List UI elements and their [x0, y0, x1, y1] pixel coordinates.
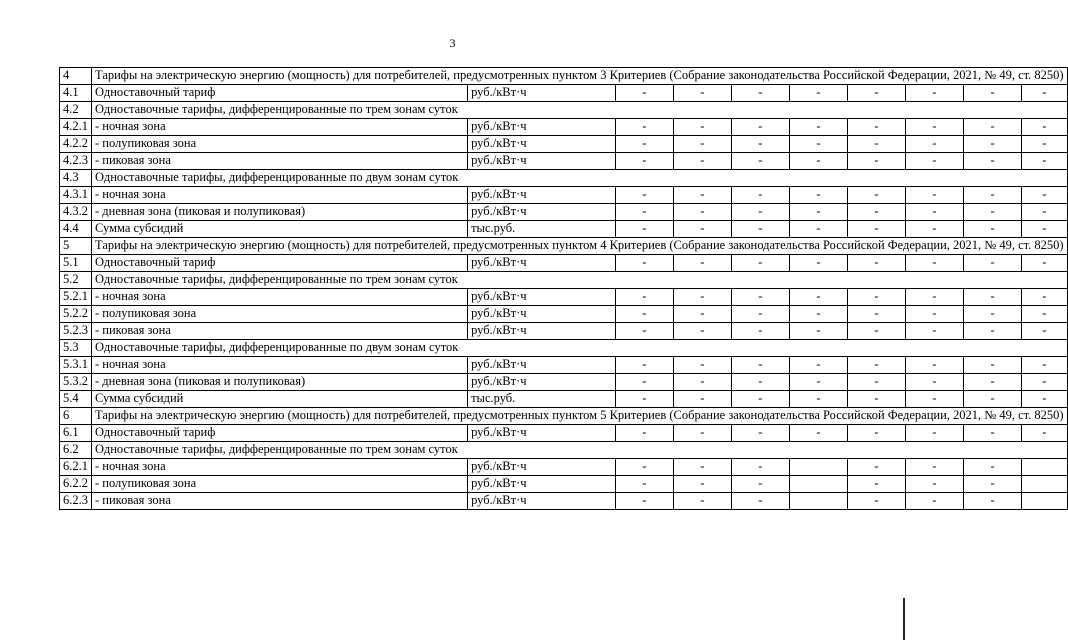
unit-cell: руб./кВт·ч: [468, 187, 616, 204]
value-cell: -: [847, 391, 905, 408]
value-cell: -: [789, 204, 847, 221]
value-cell: -: [731, 357, 789, 374]
value-cell: -: [615, 476, 673, 493]
value-cell: -: [615, 289, 673, 306]
tariff-name: - пиковая зона: [92, 493, 468, 510]
value-cell: -: [964, 323, 1022, 340]
value-cell: -: [789, 306, 847, 323]
value-cell: -: [1022, 136, 1068, 153]
value-cell: -: [673, 425, 731, 442]
value-cell: -: [673, 289, 731, 306]
value-cell: -: [905, 323, 963, 340]
value-cell: -: [905, 204, 963, 221]
value-cell: -: [1022, 204, 1068, 221]
value-cell: -: [789, 221, 847, 238]
unit-cell: тыс.руб.: [468, 391, 616, 408]
value-cell: -: [731, 289, 789, 306]
value-cell: -: [905, 476, 963, 493]
value-cell: -: [847, 187, 905, 204]
value-cell: -: [731, 476, 789, 493]
value-cell: -: [673, 204, 731, 221]
table-row: [60, 204, 1068, 221]
tariff-name: - ночная зона: [92, 187, 468, 204]
subsection-title: Одноставочные тарифы, дифференцированные по двум зонам суток: [92, 170, 1068, 187]
value-cell: -: [789, 374, 847, 391]
value-cell: -: [731, 306, 789, 323]
row-number: 5.3.2: [60, 374, 92, 391]
table-row: [60, 493, 1068, 510]
value-cell: -: [673, 187, 731, 204]
value-cell: -: [615, 136, 673, 153]
row-number: 4: [60, 68, 92, 85]
tariff-name: Одноставочный тариф: [92, 255, 468, 272]
value-cell: -: [847, 153, 905, 170]
row-number: 5.2.3: [60, 323, 92, 340]
value-cell: -: [905, 493, 963, 510]
unit-cell: руб./кВт·ч: [468, 85, 616, 102]
value-cell: -: [673, 255, 731, 272]
value-cell: -: [673, 221, 731, 238]
value-cell: -: [731, 221, 789, 238]
subsection-row: [60, 102, 1068, 119]
value-cell: -: [789, 323, 847, 340]
value-cell: -: [964, 221, 1022, 238]
unit-cell: руб./кВт·ч: [468, 476, 616, 493]
row-number: 5.2.1: [60, 289, 92, 306]
unit-cell: тыс.руб.: [468, 221, 616, 238]
section-title: Тарифы на электрическую энергию (мощность) для потребителей, предусмотренных пунктом 5 Критериев (Собрание законодательства Российской Федерации, 2021, № 49, ст. 8250): [92, 408, 1068, 425]
row-number: 5.3.1: [60, 357, 92, 374]
value-cell: -: [847, 459, 905, 476]
section-title: Тарифы на электрическую энергию (мощность) для потребителей, предусмотренных пунктом 3 Критериев (Собрание законодательства Российской Федерации, 2021, № 49, ст. 8250): [92, 68, 1068, 85]
value-cell: -: [673, 374, 731, 391]
unit-cell: руб./кВт·ч: [468, 204, 616, 221]
value-cell: -: [905, 357, 963, 374]
value-cell: -: [731, 136, 789, 153]
value-cell: -: [964, 357, 1022, 374]
value-cell: -: [789, 119, 847, 136]
row-number: 4.2.1: [60, 119, 92, 136]
value-cell: -: [964, 187, 1022, 204]
value-cell: -: [731, 255, 789, 272]
value-cell: -: [964, 459, 1022, 476]
value-cell: -: [789, 425, 847, 442]
value-cell: -: [789, 136, 847, 153]
subsection-title: Одноставочные тарифы, дифференцированные по двум зонам суток: [92, 340, 1068, 357]
table-row: [60, 255, 1068, 272]
value-cell: -: [905, 153, 963, 170]
value-cell: -: [905, 459, 963, 476]
value-cell: -: [905, 221, 963, 238]
row-number: 4.3.2: [60, 204, 92, 221]
value-cell: -: [615, 357, 673, 374]
subsection-row: [60, 442, 1068, 459]
value-cell: -: [1022, 85, 1068, 102]
table-row: [60, 476, 1068, 493]
value-cell: -: [673, 459, 731, 476]
value-cell: -: [1022, 391, 1068, 408]
value-cell: -: [905, 119, 963, 136]
unit-cell: руб./кВт·ч: [468, 374, 616, 391]
value-cell: -: [847, 357, 905, 374]
value-cell: -: [615, 323, 673, 340]
section-title: Тарифы на электрическую энергию (мощность) для потребителей, предусмотренных пунктом 4 Критериев (Собрание законодательства Российской Федерации, 2021, № 49, ст. 8250): [92, 238, 1068, 255]
value-cell: -: [847, 476, 905, 493]
row-number: 4.1: [60, 85, 92, 102]
unit-cell: руб./кВт·ч: [468, 136, 616, 153]
value-cell: -: [615, 187, 673, 204]
value-cell: -: [789, 153, 847, 170]
section-header-row: [60, 68, 1068, 85]
value-cell: -: [615, 459, 673, 476]
value-cell: -: [905, 289, 963, 306]
tariff-name: - пиковая зона: [92, 323, 468, 340]
value-cell: -: [615, 493, 673, 510]
value-cell: -: [1022, 153, 1068, 170]
value-cell: -: [964, 425, 1022, 442]
value-cell: -: [847, 374, 905, 391]
value-cell: -: [1022, 221, 1068, 238]
section-header-row: [60, 408, 1068, 425]
subsection-title: Одноставочные тарифы, дифференцированные по трем зонам суток: [92, 102, 1068, 119]
subsection-row: [60, 340, 1068, 357]
subsection-title: Одноставочные тарифы, дифференцированные по трем зонам суток: [92, 442, 1068, 459]
page-number: 3: [449, 36, 456, 50]
tariff-table: [59, 67, 1068, 510]
tariff-name: - ночная зона: [92, 119, 468, 136]
value-cell: -: [615, 221, 673, 238]
table-row: [60, 136, 1068, 153]
value-cell: -: [789, 357, 847, 374]
value-cell: -: [615, 119, 673, 136]
value-cell: -: [615, 306, 673, 323]
value-cell: -: [789, 289, 847, 306]
value-cell: -: [847, 289, 905, 306]
table-row: [60, 187, 1068, 204]
value-cell: -: [964, 136, 1022, 153]
subsection-row: [60, 272, 1068, 289]
unit-cell: руб./кВт·ч: [468, 493, 616, 510]
unit-cell: руб./кВт·ч: [468, 306, 616, 323]
value-cell: -: [731, 391, 789, 408]
row-number: 6.2.1: [60, 459, 92, 476]
value-cell: -: [615, 85, 673, 102]
row-number: 4.4: [60, 221, 92, 238]
unit-cell: руб./кВт·ч: [468, 255, 616, 272]
tariff-name: Одноставочный тариф: [92, 85, 468, 102]
value-cell: -: [1022, 374, 1068, 391]
value-cell: [789, 493, 847, 510]
value-cell: -: [1022, 425, 1068, 442]
value-cell: -: [964, 119, 1022, 136]
value-cell: -: [789, 391, 847, 408]
value-cell: -: [847, 221, 905, 238]
tariff-name: - пиковая зона: [92, 153, 468, 170]
value-cell: -: [964, 85, 1022, 102]
value-cell: -: [673, 493, 731, 510]
row-number: 4.2: [60, 102, 92, 119]
subsection-title: Одноставочные тарифы, дифференцированные по трем зонам суток: [92, 272, 1068, 289]
row-number: 5.3: [60, 340, 92, 357]
table-row: [60, 459, 1068, 476]
value-cell: -: [905, 85, 963, 102]
value-cell: -: [1022, 289, 1068, 306]
table-row: [60, 85, 1068, 102]
tariff-name: - дневная зона (пиковая и полупиковая): [92, 374, 468, 391]
value-cell: -: [731, 153, 789, 170]
value-cell: -: [905, 136, 963, 153]
row-number: 5: [60, 238, 92, 255]
value-cell: -: [905, 187, 963, 204]
tariff-name: Сумма субсидий: [92, 221, 468, 238]
value-cell: -: [1022, 306, 1068, 323]
value-cell: [1022, 476, 1068, 493]
unit-cell: руб./кВт·ч: [468, 357, 616, 374]
row-number: 4.2.3: [60, 153, 92, 170]
value-cell: -: [789, 85, 847, 102]
value-cell: -: [964, 306, 1022, 323]
value-cell: -: [731, 323, 789, 340]
value-cell: -: [964, 493, 1022, 510]
value-cell: -: [964, 204, 1022, 221]
table-row: [60, 357, 1068, 374]
value-cell: -: [905, 306, 963, 323]
value-cell: -: [1022, 119, 1068, 136]
value-cell: -: [673, 476, 731, 493]
value-cell: -: [789, 187, 847, 204]
table-row: [60, 289, 1068, 306]
row-number: 6: [60, 408, 92, 425]
tariff-name: Сумма субсидий: [92, 391, 468, 408]
value-cell: [1022, 493, 1068, 510]
value-cell: -: [673, 119, 731, 136]
unit-cell: руб./кВт·ч: [468, 323, 616, 340]
unit-cell: руб./кВт·ч: [468, 153, 616, 170]
value-cell: -: [673, 85, 731, 102]
value-cell: -: [964, 391, 1022, 408]
value-cell: -: [847, 306, 905, 323]
row-number: 6.2.2: [60, 476, 92, 493]
value-cell: -: [731, 374, 789, 391]
value-cell: -: [615, 153, 673, 170]
tariff-name: - дневная зона (пиковая и полупиковая): [92, 204, 468, 221]
value-cell: -: [673, 136, 731, 153]
value-cell: -: [964, 476, 1022, 493]
row-number: 5.4: [60, 391, 92, 408]
value-cell: -: [847, 323, 905, 340]
unit-cell: руб./кВт·ч: [468, 459, 616, 476]
value-cell: -: [1022, 255, 1068, 272]
value-cell: -: [731, 119, 789, 136]
value-cell: -: [847, 85, 905, 102]
tariff-name: - ночная зона: [92, 459, 468, 476]
value-cell: -: [847, 119, 905, 136]
value-cell: -: [905, 255, 963, 272]
row-number: 5.2: [60, 272, 92, 289]
row-number: 6.2.3: [60, 493, 92, 510]
section-header-row: [60, 238, 1068, 255]
unit-cell: руб./кВт·ч: [468, 289, 616, 306]
value-cell: -: [905, 425, 963, 442]
scan-edge-mark: [903, 598, 905, 640]
value-cell: -: [964, 255, 1022, 272]
value-cell: -: [731, 187, 789, 204]
value-cell: -: [847, 425, 905, 442]
table-row: [60, 153, 1068, 170]
value-cell: -: [615, 255, 673, 272]
value-cell: -: [905, 391, 963, 408]
value-cell: -: [905, 374, 963, 391]
value-cell: [789, 476, 847, 493]
table-row: [60, 221, 1068, 238]
row-number: 6.2: [60, 442, 92, 459]
table-row: [60, 323, 1068, 340]
table-row: [60, 391, 1068, 408]
value-cell: -: [1022, 323, 1068, 340]
value-cell: -: [731, 459, 789, 476]
value-cell: -: [847, 136, 905, 153]
tariff-name: - полупиковая зона: [92, 306, 468, 323]
value-cell: -: [731, 204, 789, 221]
value-cell: -: [847, 493, 905, 510]
value-cell: -: [615, 391, 673, 408]
tariff-name: - ночная зона: [92, 357, 468, 374]
value-cell: [789, 459, 847, 476]
value-cell: -: [615, 204, 673, 221]
value-cell: -: [731, 425, 789, 442]
value-cell: -: [615, 374, 673, 391]
value-cell: -: [964, 374, 1022, 391]
value-cell: -: [673, 357, 731, 374]
value-cell: -: [1022, 357, 1068, 374]
value-cell: -: [673, 391, 731, 408]
value-cell: -: [1022, 187, 1068, 204]
value-cell: -: [731, 85, 789, 102]
value-cell: -: [964, 153, 1022, 170]
value-cell: -: [673, 323, 731, 340]
subsection-row: [60, 170, 1068, 187]
value-cell: -: [731, 493, 789, 510]
unit-cell: руб./кВт·ч: [468, 119, 616, 136]
value-cell: -: [673, 153, 731, 170]
value-cell: -: [964, 289, 1022, 306]
value-cell: -: [847, 255, 905, 272]
row-number: 4.2.2: [60, 136, 92, 153]
tariff-name: Одноставочный тариф: [92, 425, 468, 442]
row-number: 5.2.2: [60, 306, 92, 323]
row-number: 4.3.1: [60, 187, 92, 204]
row-number: 6.1: [60, 425, 92, 442]
table-row: [60, 374, 1068, 391]
row-number: 4.3: [60, 170, 92, 187]
table-row: [60, 306, 1068, 323]
value-cell: -: [847, 204, 905, 221]
table-row: [60, 425, 1068, 442]
value-cell: [1022, 459, 1068, 476]
value-cell: -: [615, 425, 673, 442]
tariff-name: - полупиковая зона: [92, 136, 468, 153]
row-number: 5.1: [60, 255, 92, 272]
value-cell: -: [673, 306, 731, 323]
tariff-name: - ночная зона: [92, 289, 468, 306]
value-cell: -: [789, 255, 847, 272]
unit-cell: руб./кВт·ч: [468, 425, 616, 442]
table-row: [60, 119, 1068, 136]
tariff-name: - полупиковая зона: [92, 476, 468, 493]
